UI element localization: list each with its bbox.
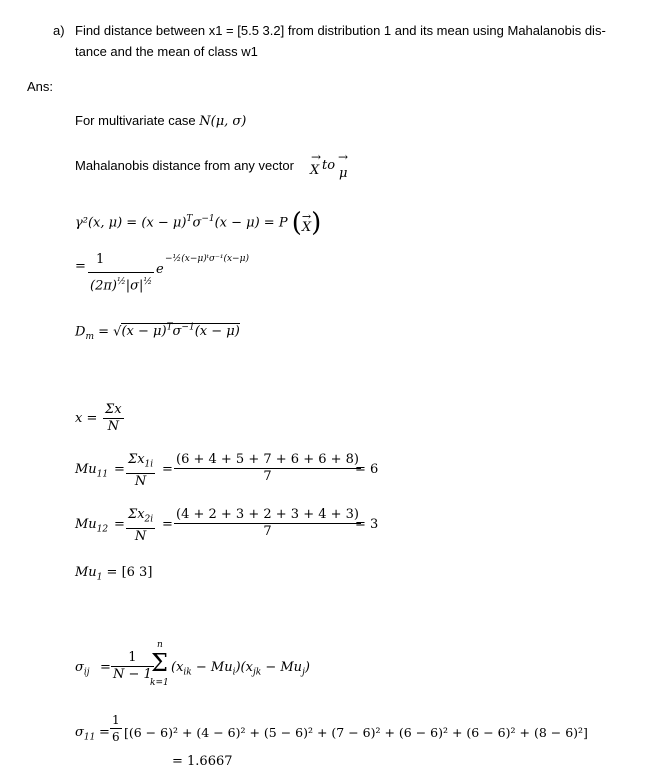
- mu12-frac2: [174, 507, 361, 540]
- density-num: 1: [96, 252, 105, 267]
- mu1-lhs: Mu: [75, 565, 97, 580]
- mu1-sub: 1: [96, 572, 103, 583]
- vector-mu: μ: [339, 166, 348, 181]
- mu12-frac1: [126, 507, 155, 545]
- density-den: [90, 277, 152, 293]
- density-eq: =: [75, 259, 86, 274]
- sigma11-frac: [110, 712, 122, 745]
- density-fraction-bar: [88, 272, 154, 273]
- mu12-frac2-den: 7: [263, 524, 272, 539]
- mu12-num: Σx: [128, 507, 145, 522]
- density-den-exp2: ½: [143, 277, 153, 287]
- sigma-ij-term-a: (x: [171, 660, 184, 675]
- density-den-left: (2π): [90, 278, 117, 294]
- density-e: e: [156, 262, 164, 277]
- mu12-sub: 12: [96, 524, 109, 535]
- sigma11-lhs: [75, 725, 95, 743]
- sigma-ij-sum: Σ: [151, 649, 168, 677]
- sigma11-eq: =: [99, 725, 110, 740]
- dm-rest: σ: [172, 324, 182, 340]
- mu12-lhs: [75, 517, 108, 535]
- sigma-ij-term-e: ): [304, 660, 310, 675]
- dm-lhs: D: [75, 324, 86, 340]
- sigma11-num: 1: [112, 713, 120, 727]
- sigma-ij-sub: ij: [83, 667, 90, 678]
- gamma-sigma: σ: [192, 215, 202, 231]
- xbar-fraction: [103, 402, 124, 435]
- sigma-ij-term: [171, 660, 310, 678]
- gamma-equation: γ²(x, $\mu) = (x - \mu)^T\sigma^{-1}(x - \mu) = P$ ( → X ): [75, 208, 322, 238]
- mu11-sub: 11: [96, 469, 109, 480]
- gamma-X: X: [301, 219, 312, 235]
- sigma11-den: 6: [112, 730, 120, 744]
- xbar-lhs: x =: [75, 411, 98, 426]
- sigma11-body: [(6 − 6)² + (4 − 6)² + (5 − 6)² + (7 − 6)² + (6 − 6)² + (6 − 6)² + (8 − 6)²]: [124, 725, 588, 740]
- mu11-num: Σx: [128, 452, 145, 467]
- question-marker: a): [53, 23, 65, 38]
- sigma-ij-sum-top: n: [157, 640, 163, 650]
- mu12-num-sub: 2i: [144, 514, 154, 525]
- mu11-frac2-den: 7: [263, 469, 272, 484]
- gamma-lhs: γ²(x, μ) = (x − μ): [75, 215, 187, 231]
- density-den-exp: ½: [116, 277, 126, 287]
- gamma-inv: −1: [201, 214, 215, 225]
- question-line-1: Find distance between x1 = [5.5 3.2] from distribution 1 and its mean using Mahalanobis dis-: [75, 23, 606, 38]
- sigma-ij-lhs: [75, 660, 90, 678]
- sigma11-sym: σ: [75, 725, 84, 740]
- mu12-frac2-num: (4 + 2 + 3 + 2 + 3 + 4 + 3): [176, 507, 359, 522]
- mu12-den: N: [134, 528, 147, 544]
- xbar-den: N: [107, 419, 119, 434]
- sigma-ij-frac: [111, 650, 154, 683]
- mu12-eq2: =: [162, 517, 173, 532]
- dm-sub: m: [85, 331, 94, 342]
- sigma-ij-term-s2: i: [232, 667, 236, 678]
- mu11-result: = 6: [355, 462, 379, 477]
- mu11-frac1: [126, 452, 155, 490]
- mu12-eq1: =: [114, 517, 125, 532]
- mu12-lhs-text: Mu: [75, 517, 97, 532]
- mahalanobis-text: Mahalanobis distance from any vector: [75, 158, 294, 173]
- answer-label: Ans:: [27, 79, 54, 94]
- dm-tail: (x − μ): [194, 324, 240, 340]
- dm-equation: [75, 323, 240, 342]
- sigma-ij-sym: σ: [75, 660, 84, 675]
- sigma-ij-num: 1: [111, 650, 154, 667]
- vector-to: to: [322, 158, 336, 173]
- sigma-ij-term-s1: ik: [183, 667, 192, 678]
- sigma-ij-term-b: − Mu: [191, 660, 233, 675]
- mu11-frac2: [174, 452, 361, 485]
- sigma-ij-term-s3: jk: [252, 667, 262, 678]
- mu12-result: = 3: [355, 517, 379, 532]
- mu11-eq1: =: [114, 462, 125, 477]
- mu11-lhs-text: Mu: [75, 462, 97, 477]
- sigma-ij-term-s4: j: [302, 667, 305, 678]
- sigma-ij-den: N − 1: [113, 667, 152, 682]
- question-line-2: tance and the mean of class w1: [75, 44, 258, 59]
- mu1-rest: = [6 3]: [102, 565, 153, 580]
- mu11-den: N: [134, 473, 147, 489]
- multivariate-text: For multivariate case: [75, 113, 200, 128]
- gamma-T: T: [186, 214, 193, 225]
- xbar-num: Σx: [105, 402, 122, 417]
- sigma-ij-sum-bot: k=1: [150, 678, 169, 688]
- mu1-equation: [75, 565, 152, 583]
- vector-arrow-mu: →: [338, 150, 349, 164]
- multivariate-line: [75, 113, 246, 129]
- dm-inv: −1: [181, 323, 195, 333]
- mu11-eq2: =: [162, 462, 173, 477]
- sigma11-result: = 1.6667: [172, 754, 233, 769]
- mu11-num-sub: 1i: [144, 459, 154, 470]
- dm-eq: = √: [93, 324, 122, 340]
- mu11-frac2-num: (6 + 4 + 5 + 7 + 6 + 6 + 8): [176, 452, 359, 467]
- multivariate-formula: N(μ, σ): [199, 114, 247, 129]
- vector-x: X: [310, 163, 320, 178]
- dm-radicand: [121, 323, 239, 339]
- dm-T: T: [166, 323, 173, 333]
- sigma-ij-term-d: − Mu: [261, 660, 303, 675]
- sigma-ij-term-c: )(x: [235, 660, 253, 675]
- vector-arrow-x: →: [311, 150, 322, 164]
- mu11-lhs: [75, 462, 108, 480]
- density-den-right: |σ|: [125, 278, 144, 294]
- gamma-rest: (x − μ) = P: [214, 215, 288, 231]
- gamma-arrow: →: [301, 209, 312, 223]
- dm-rad: (x − μ): [121, 324, 167, 340]
- sigma-ij-eq: =: [100, 660, 111, 675]
- sigma11-sub: 11: [83, 732, 96, 743]
- density-exponent: −½(x−μ)ᵗσ⁻¹(x−μ): [165, 254, 249, 264]
